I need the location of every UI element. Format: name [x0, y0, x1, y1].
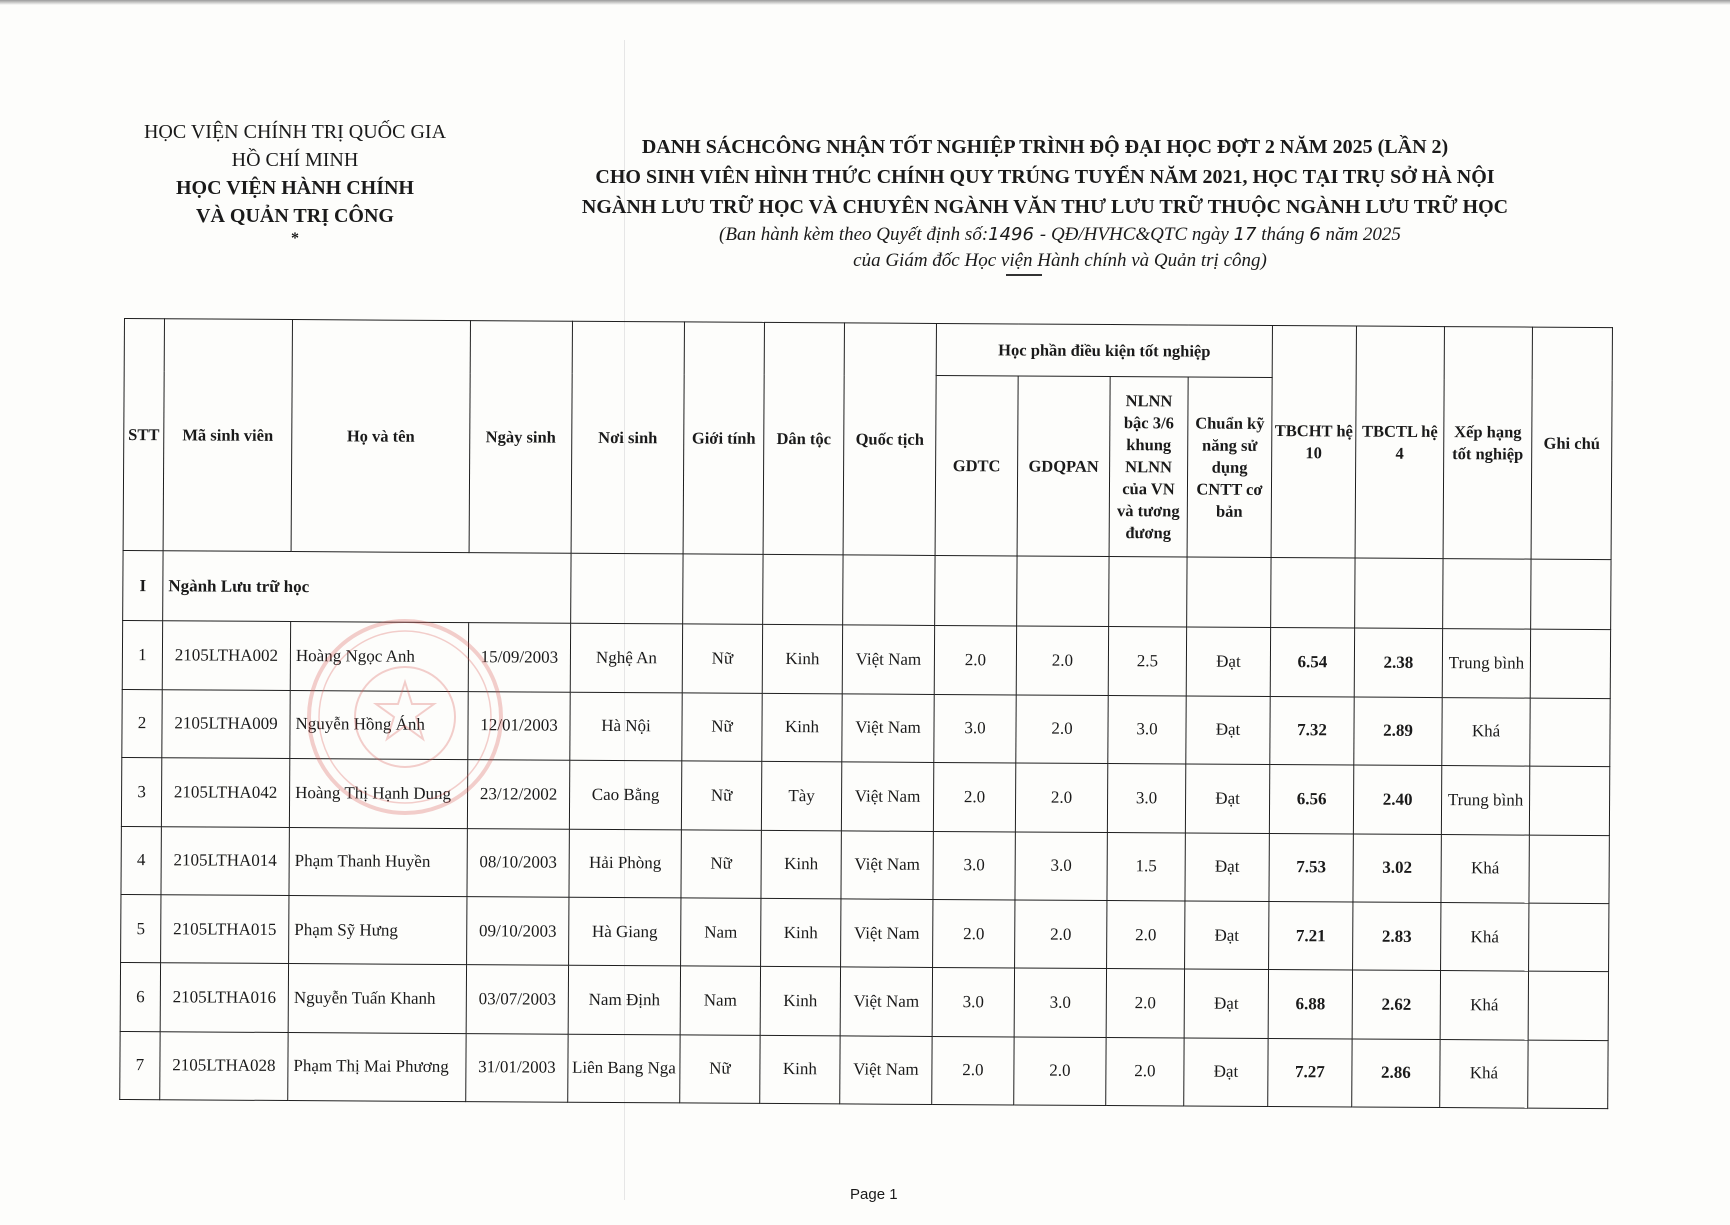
cell-cntt: Đạt — [1186, 627, 1270, 696]
header-stt: STT — [123, 319, 164, 551]
cell-nlnn: 3.0 — [1108, 695, 1186, 764]
cell-gdqpan: 3.0 — [1015, 831, 1107, 900]
table-row — [120, 1031, 1608, 1108]
cell-gioi-tinh: Nữ — [680, 1035, 760, 1104]
section-empty-cell — [843, 555, 935, 626]
cell-ho-va-ten: Hoàng Thị Hạnh Dung — [289, 759, 467, 828]
header-quoc-tich: Quốc tịch — [843, 323, 936, 556]
cell-noi-sinh: Nghệ An — [570, 624, 682, 693]
cell-stt: 6 — [120, 963, 160, 1032]
cell-quoc-tich: Việt Nam — [841, 762, 933, 831]
cell-dan-toc: Kinh — [761, 830, 841, 899]
cell-quoc-tich: Việt Nam — [840, 1036, 932, 1105]
table-row — [122, 689, 1610, 766]
header-group-dieu-kien: Học phần điều kiện tốt nghiệp — [936, 323, 1272, 377]
section-empty-cell — [1109, 557, 1187, 628]
header-row-1 — [124, 319, 1612, 380]
table-row — [121, 826, 1609, 903]
cell-gdtc: 3.0 — [934, 694, 1016, 763]
scan-edge — [0, 0, 1730, 5]
cell-ghi-chu — [1528, 1040, 1608, 1109]
cell-noi-sinh: Hải Phòng — [569, 829, 681, 898]
cell-nlnn: 2.5 — [1108, 627, 1186, 696]
org-star: * — [291, 230, 299, 247]
cell-xep-hang: Khá — [1440, 1039, 1528, 1108]
cell-quoc-tich: Việt Nam — [842, 625, 934, 694]
cell-stt: 5 — [121, 894, 161, 963]
table-row — [121, 758, 1609, 835]
cell-gioi-tinh: Nữ — [682, 624, 762, 693]
section-empty-cell — [1531, 559, 1611, 630]
cell-nlnn: 2.0 — [1106, 969, 1184, 1038]
cell-tbcht: 6.54 — [1270, 628, 1354, 697]
section-empty-cell — [571, 553, 683, 624]
cell-tbcht: 7.27 — [1268, 1038, 1352, 1107]
header-gdqpan: GDQPAN — [1017, 376, 1110, 557]
section-empty-cell — [1271, 558, 1355, 629]
cell-noi-sinh: Cao Bằng — [569, 760, 681, 829]
cell-ma-sinh-vien: 2105LTHA028 — [160, 1031, 288, 1100]
cell-gioi-tinh: Nam — [680, 966, 760, 1035]
org-line-1: HỌC VIỆN CHÍNH TRỊ QUỐC GIA — [143, 121, 447, 143]
decree-line-2: của Giám đốc Học viện Hành chính và Quản trị công) — [853, 250, 1267, 271]
cell-ghi-chu — [1530, 629, 1610, 698]
header-gioi-tinh: Giới tính — [683, 322, 764, 554]
title-line-3: NGÀNH LƯU TRỮ HỌC VÀ CHUYÊN NGÀNH VĂN THƯ LƯU TRỮ THUỘC NGÀNH LƯU TRỮ HỌC — [581, 196, 1509, 218]
cell-ho-va-ten: Phạm Thanh Huyền — [289, 827, 467, 896]
cell-quoc-tich: Việt Nam — [840, 967, 932, 1036]
decree-number: 1496 - — [988, 224, 1047, 245]
cell-quoc-tich: Việt Nam — [841, 899, 933, 968]
decree-prefix: (Ban hành kèm theo Quyết định số: — [719, 224, 989, 245]
header-ghi-chu: Ghi chú — [1531, 327, 1612, 559]
cell-ma-sinh-vien: 2105LTHA002 — [162, 621, 290, 690]
cell-gdqpan: 2.0 — [1016, 626, 1108, 695]
cell-dan-toc: Kinh — [760, 1035, 840, 1104]
header-tbctl: TBCTL hệ 4 — [1355, 326, 1444, 559]
cell-tbcht: 6.56 — [1269, 765, 1353, 834]
cell-xep-hang: Khá — [1441, 834, 1529, 903]
cell-cntt: Đạt — [1185, 764, 1269, 833]
cell-tbctl: 2.40 — [1353, 765, 1441, 834]
cell-stt: 1 — [122, 621, 162, 690]
org-line-2: HỒ CHÍ MINH — [231, 149, 359, 171]
cell-ma-sinh-vien: 2105LTHA015 — [161, 895, 289, 964]
cell-gdqpan: 2.0 — [1016, 695, 1108, 764]
section-empty-cell — [1355, 558, 1443, 629]
table-row — [121, 894, 1609, 971]
title-divider — [1006, 274, 1042, 276]
cell-noi-sinh: Hà Nội — [570, 692, 682, 761]
cell-gdtc: 2.0 — [932, 1036, 1014, 1105]
cell-ho-va-ten: Phạm Thị Mai Phương — [288, 1032, 466, 1101]
cell-dan-toc: Kinh — [762, 693, 842, 762]
cell-xep-hang: Khá — [1442, 697, 1530, 766]
section-name: Ngành Lưu trữ học — [163, 551, 571, 624]
cell-gdtc: 2.0 — [933, 899, 1015, 968]
cell-ghi-chu — [1529, 835, 1609, 904]
cell-ma-sinh-vien: 2105LTHA016 — [160, 963, 288, 1032]
cell-tbcht: 7.21 — [1269, 901, 1353, 970]
title-line-1: DANH SÁCHCÔNG NHẬN TỐT NGHIỆP TRÌNH ĐỘ ĐẠI HỌC ĐỢT 2 NĂM 2025 (LẦN 2) — [641, 136, 1449, 158]
cell-tbctl: 2.38 — [1354, 628, 1442, 697]
cell-stt: 2 — [122, 689, 162, 758]
cell-xep-hang: Trung bình — [1442, 629, 1530, 698]
cell-dan-toc: Tày — [761, 762, 841, 831]
section-row — [123, 550, 1611, 629]
header-xep-hang: Xếp hạng tốt nghiệp — [1443, 327, 1532, 560]
student-rows — [120, 621, 1611, 1109]
header-noi-sinh: Nơi sinh — [571, 321, 684, 554]
cell-cntt: Đạt — [1184, 969, 1268, 1038]
cell-cntt: Đạt — [1185, 901, 1269, 970]
cell-cntt: Đạt — [1186, 696, 1270, 765]
cell-ho-va-ten: Nguyễn Hồng Ánh — [290, 690, 468, 759]
cell-ma-sinh-vien: 2105LTHA014 — [161, 826, 289, 895]
cell-tbcht: 7.32 — [1270, 696, 1354, 765]
cell-ngay-sinh: 15/09/2003 — [468, 623, 570, 692]
cell-dan-toc: Kinh — [761, 898, 841, 967]
table-row — [120, 963, 1608, 1040]
section-number: I — [123, 550, 163, 621]
cell-ghi-chu — [1530, 698, 1610, 767]
cell-ngay-sinh: 09/10/2003 — [467, 896, 569, 965]
graduation-table — [119, 318, 1613, 1109]
cell-ma-sinh-vien: 2105LTHA042 — [161, 758, 289, 827]
decree-day: 17 — [1233, 224, 1257, 245]
section-empty-cell — [1017, 556, 1109, 627]
section-empty-cell — [1443, 559, 1531, 630]
cell-tbctl: 2.89 — [1354, 697, 1442, 766]
cell-dan-toc: Kinh — [760, 967, 840, 1036]
cell-stt: 3 — [121, 758, 161, 827]
cell-noi-sinh: Liên Bang Nga — [568, 1034, 680, 1103]
page-number: Page 1 — [850, 1186, 898, 1203]
cell-tbctl: 3.02 — [1353, 834, 1441, 903]
cell-gdqpan: 3.0 — [1014, 968, 1106, 1037]
cell-ngay-sinh: 23/12/2002 — [467, 760, 569, 829]
cell-ho-va-ten: Phạm Sỹ Hưng — [289, 895, 467, 964]
cell-xep-hang: Khá — [1441, 902, 1529, 971]
cell-gioi-tinh: Nam — [681, 898, 761, 967]
cell-tbctl: 2.83 — [1353, 902, 1441, 971]
cell-gdqpan: 2.0 — [1015, 763, 1107, 832]
cell-ngay-sinh: 31/01/2003 — [466, 1033, 568, 1102]
header-ma-sinh-vien: Mã sinh viên — [163, 319, 292, 552]
cell-nlnn: 3.0 — [1107, 764, 1185, 833]
section-empty-cell — [935, 555, 1017, 626]
cell-cntt: Đạt — [1185, 832, 1269, 901]
title-line-2: CHO SINH VIÊN HÌNH THỨC CHÍNH QUY TRÚNG TUYỂN NĂM 2021, HỌC TẠI TRỤ SỞ HÀ NỘI — [595, 166, 1495, 188]
header-nlnn: NLNN bậc 3/6 khung NLNN của VN và tương đương — [1109, 377, 1188, 557]
cell-xep-hang: Khá — [1440, 971, 1528, 1040]
cell-gdtc: 3.0 — [932, 968, 1014, 1037]
cell-dan-toc: Kinh — [762, 625, 842, 694]
decree-year: năm 2025 — [1320, 224, 1401, 245]
cell-gdqpan: 2.0 — [1014, 1037, 1106, 1106]
cell-gdtc: 2.0 — [933, 763, 1015, 832]
organization-header — [130, 118, 460, 248]
decree-reference — [560, 222, 1560, 274]
cell-quoc-tich: Việt Nam — [842, 694, 934, 763]
cell-nlnn: 2.0 — [1107, 900, 1185, 969]
decree-month-label: tháng — [1256, 224, 1310, 245]
cell-tbctl: 2.62 — [1352, 970, 1440, 1039]
section-empty-cell — [763, 554, 843, 625]
cell-ghi-chu — [1529, 766, 1609, 835]
header-cntt: Chuẩn kỹ năng sử dụng CNTT cơ bản — [1187, 377, 1272, 558]
cell-noi-sinh: Nam Định — [568, 965, 680, 1034]
document-title — [540, 132, 1550, 222]
table-row — [122, 621, 1610, 698]
cell-gdtc: 2.0 — [934, 626, 1016, 695]
cell-gdqpan: 2.0 — [1015, 900, 1107, 969]
header-ngay-sinh: Ngày sinh — [469, 321, 572, 554]
cell-quoc-tich: Việt Nam — [841, 830, 933, 899]
cell-ghi-chu — [1528, 971, 1608, 1040]
cell-tbcht: 6.88 — [1268, 970, 1352, 1039]
header-dan-toc: Dân tộc — [763, 322, 844, 554]
cell-ma-sinh-vien: 2105LTHA009 — [162, 689, 290, 758]
header-tbcht: TBCHT hệ 10 — [1271, 326, 1356, 559]
cell-ngay-sinh: 12/01/2003 — [468, 691, 570, 760]
cell-noi-sinh: Hà Giang — [569, 897, 681, 966]
cell-stt: 7 — [120, 1031, 160, 1100]
section-empty-cell — [1187, 557, 1271, 628]
cell-nlnn: 2.0 — [1106, 1037, 1184, 1106]
cell-ghi-chu — [1529, 903, 1609, 972]
cell-stt: 4 — [121, 826, 161, 895]
decree-month: 6 — [1309, 224, 1321, 245]
cell-tbcht: 7.53 — [1269, 833, 1353, 902]
header-ho-va-ten: Họ và tên — [291, 320, 470, 553]
cell-ngay-sinh: 03/07/2003 — [466, 965, 568, 1034]
cell-gioi-tinh: Nữ — [682, 693, 762, 762]
decree-mid: QĐ/HVHC&QTC ngày — [1046, 224, 1234, 245]
cell-nlnn: 1.5 — [1107, 832, 1185, 901]
cell-ho-va-ten: Nguyễn Tuấn Khanh — [288, 964, 466, 1033]
cell-cntt: Đạt — [1184, 1038, 1268, 1107]
header-gdtc: GDTC — [935, 375, 1018, 555]
cell-tbctl: 2.86 — [1352, 1039, 1440, 1108]
org-line-4: VÀ QUẢN TRỊ CÔNG — [196, 205, 394, 227]
cell-ngay-sinh: 08/10/2003 — [467, 828, 569, 897]
cell-xep-hang: Trung bình — [1441, 766, 1529, 835]
section-empty-cell — [683, 554, 763, 625]
cell-gioi-tinh: Nữ — [681, 829, 761, 898]
org-line-3: HỌC VIỆN HÀNH CHÍNH — [176, 177, 414, 199]
cell-ho-va-ten: Hoàng Ngọc Anh — [290, 622, 468, 691]
cell-gioi-tinh: Nữ — [681, 761, 761, 830]
cell-gdtc: 3.0 — [933, 831, 1015, 900]
